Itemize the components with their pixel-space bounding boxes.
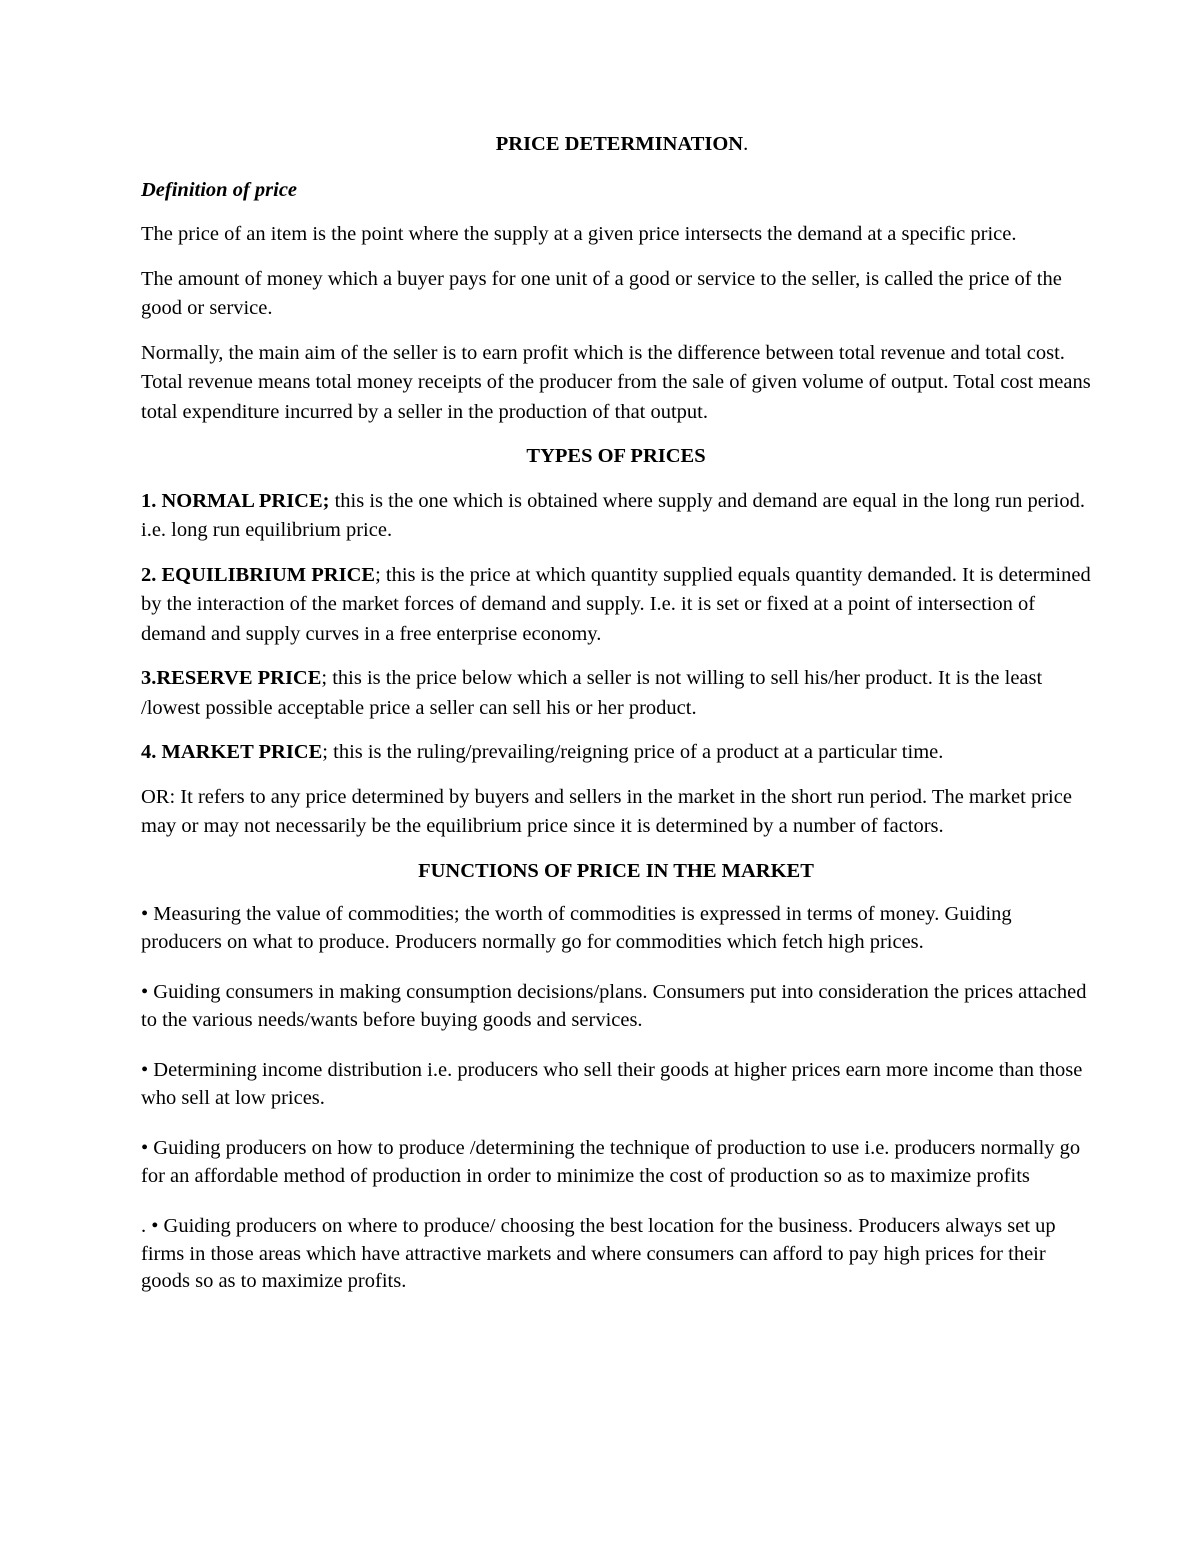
page-title bbox=[141, 130, 1091, 160]
type-equilibrium-price bbox=[141, 561, 1091, 650]
definition-paragraph-2: The amount of money which a buyer pays for one unit of a good or service to the seller, is called the price of the good or service. bbox=[141, 267, 1062, 319]
type-text: ; this is the price below which a seller is not willing to sell his/her product. It is the least /lowest possible acceptable price a seller can sell his or her product. bbox=[141, 667, 1043, 719]
type-term: 2. EQUILIBRIUM PRICE bbox=[141, 563, 376, 586]
type-reserve-price bbox=[141, 664, 1091, 723]
definition-paragraph-3: Normally, the main aim of the seller is to earn profit which is the difference between total revenue and total cost. Total revenue means total money receipts of the producer from the sale of given volume of output. Total cost means total expenditure incurred by a seller in the production of that output. bbox=[141, 341, 1091, 423]
definition-paragraph-1: The price of an item is the point where the supply at a given price intersects the demand at a specific price. bbox=[141, 223, 1017, 245]
function-item-4: • Guiding producers on how to produce /determining the technique of production to use i.e. producers normally go for an affordable method of production in order to minimize the cost of production so as to maximize profits bbox=[141, 1137, 1081, 1187]
type-term: 3.RESERVE PRICE bbox=[141, 667, 322, 689]
document-page bbox=[141, 130, 1091, 1319]
definition-heading: Definition of price bbox=[141, 178, 298, 201]
function-item-3: • Determining income distribution i.e. producers who sell their goods at higher prices earn more income than those who sell at low prices. bbox=[141, 1059, 1083, 1109]
type-text: this is the one which is obtained where supply and demand are equal in the long run period. i.e. long run equilibrium price. bbox=[141, 489, 1085, 541]
title-text: PRICE DETERMINATION bbox=[495, 133, 744, 155]
functions-heading: FUNCTIONS OF PRICE IN THE MARKET bbox=[418, 859, 814, 882]
types-heading: TYPES OF PRICES bbox=[526, 445, 706, 467]
function-item-1: • Measuring the value of commodities; the worth of commodities is expressed in terms of money. Guiding producers on what to produce. Producers normally go for commodities which fetch high prices. bbox=[141, 903, 1012, 953]
type-text: ; this is the price at which quantity supplied equals quantity demanded. It is determined by the interaction of the market forces of demand and supply. I.e. it is set or fixed at a point of intersection of demand and supply curves in a free enterprise economy. bbox=[141, 563, 1091, 645]
market-price-alternative: OR: It refers to any price determined by buyers and sellers in the market in the short run period. The market price may or may not necessarily be the equilibrium price since it is determined by a number of factors. bbox=[141, 785, 1072, 837]
title-suffix: . bbox=[743, 133, 749, 155]
function-item-2: • Guiding consumers in making consumption decisions/plans. Consumers put into consideration the prices attached to the various needs/wants before buying goods and services. bbox=[141, 981, 1087, 1031]
function-item-5: . • Guiding producers on where to produce/ choosing the best location for the business. Producers always set up firms in those areas which have attractive markets and where consumers can afford to pay high prices for their goods so as to maximize profits. bbox=[141, 1215, 1056, 1292]
type-term: 4. MARKET PRICE bbox=[141, 741, 323, 763]
type-normal-price bbox=[141, 487, 1091, 546]
type-text: ; this is the ruling/prevailing/reigning price of a product at a particular time. bbox=[322, 741, 944, 763]
type-market-price bbox=[141, 738, 1091, 768]
type-term: 1. NORMAL PRICE; bbox=[141, 489, 330, 512]
